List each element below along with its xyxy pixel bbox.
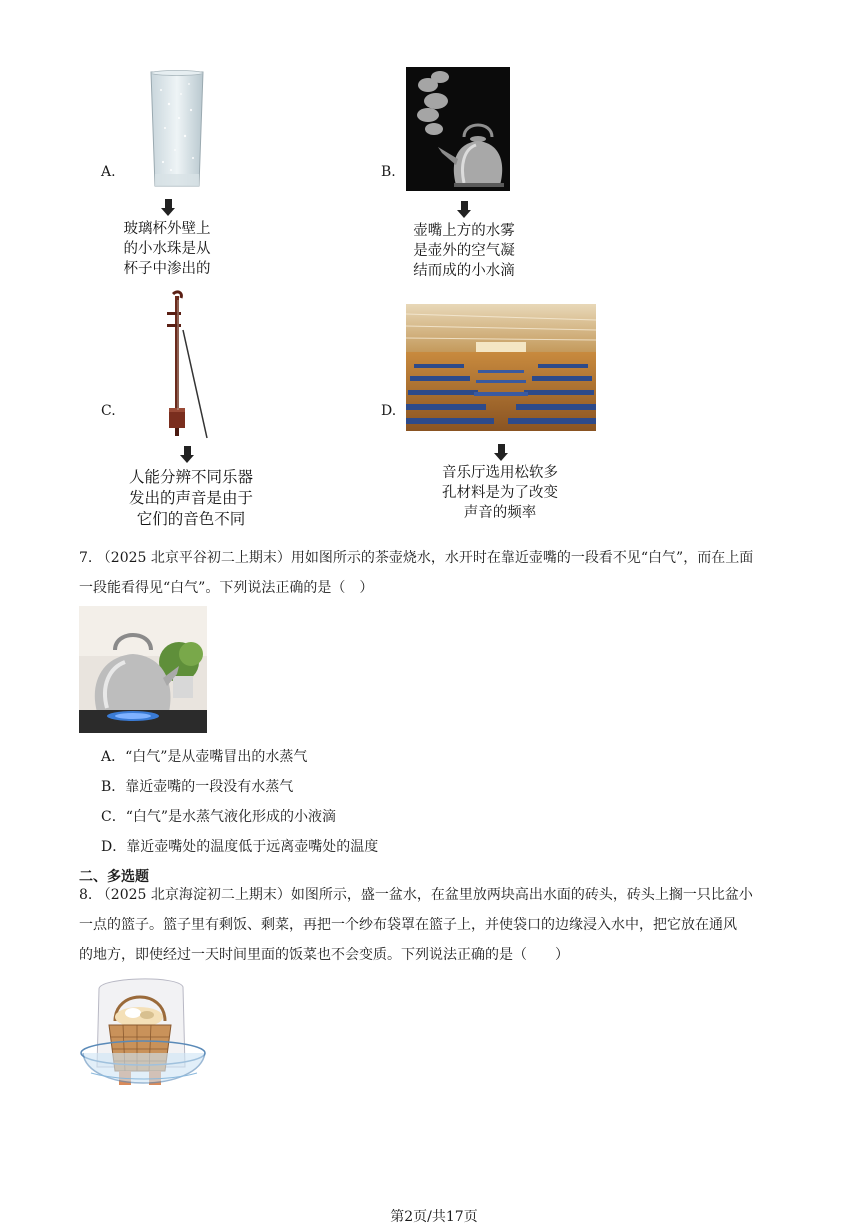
arrow-down-icon bbox=[490, 444, 512, 461]
option-a-letter: A. bbox=[101, 164, 116, 180]
q7-choice-b: B．靠近壶嘴的一段没有水蒸气 bbox=[101, 779, 294, 795]
glass-of-water-image bbox=[149, 70, 205, 190]
steaming-kettle-image bbox=[406, 67, 510, 191]
option-d-letter: D. bbox=[381, 403, 397, 419]
option-c-caption: 人能分辨不同乐器 发出的声音是由于 它们的音色不同 bbox=[128, 468, 253, 528]
concert-hall-image bbox=[406, 304, 596, 431]
option-d-caption: 音乐厅选用松软多 孔材料是为了改变 声音的频率 bbox=[442, 465, 558, 521]
basket-in-water-basin-image bbox=[79, 975, 213, 1109]
q7-choice-c: C．“白气”是水蒸气液化形成的小液滴 bbox=[101, 809, 337, 825]
question-7-text: 7. （2025 北京平谷初二上期末）用如图所示的茶壶烧水，水开时在靠近壶嘴的一段看不见“白气”，而在上面 一段能看得见“白气”。下列说法正确的是（ ） bbox=[79, 550, 754, 596]
option-c-letter: C. bbox=[101, 403, 116, 419]
q7-choice-d: D．靠近壶嘴处的温度低于远离壶嘴处的温度 bbox=[101, 839, 379, 855]
option-a-caption: 玻璃杯外壁上 的小水珠是从 杯子中渗出的 bbox=[123, 221, 211, 277]
question-8-text: 8. （2025 北京海淀初二上期末）如图所示，盛一盆水，在盆里放两块高出水面的砖头，砖头上搁一只比盆小 一点的篮子。篮子里有剩饭、剩菜，再把一个纱布袋罩在篮子上，并使袋口的边缘浸入水中，把它放在通风 的地方，即使经过一天时间里面的饭菜也不会变质。下列说法正确的是（ ） bbox=[79, 887, 753, 963]
option-b-letter: B. bbox=[381, 164, 396, 180]
section-heading: 二、多选题 bbox=[79, 869, 149, 885]
arrow-down-icon bbox=[157, 199, 179, 216]
option-b-caption: 壶嘴上方的水雾 是壶外的空气凝 结而成的小水滴 bbox=[413, 223, 515, 279]
q7-choice-a: A．“白气”是从壶嘴冒出的水蒸气 bbox=[101, 749, 308, 765]
kettle-on-gas-stove-image bbox=[79, 606, 207, 733]
page-footer: 第2页/共17页 bbox=[390, 1209, 478, 1225]
arrow-down-icon bbox=[453, 201, 475, 218]
erhu-instrument-image bbox=[155, 290, 215, 442]
arrow-down-icon bbox=[176, 446, 198, 463]
